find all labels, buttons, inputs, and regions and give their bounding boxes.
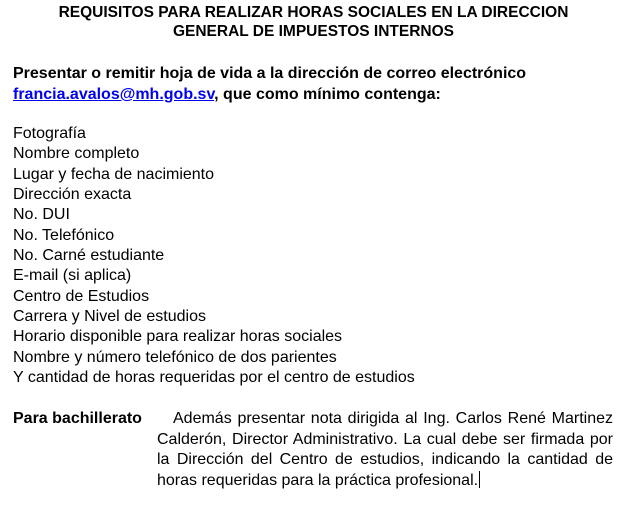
document-title-line-2: GENERAL DE IMPUESTOS INTERNOS (172, 23, 455, 40)
list-item: Nombre y número telefónico de dos parientes (13, 348, 337, 366)
list-item: No. Carné estudiante (13, 247, 165, 265)
intro-paragraph (13, 63, 618, 105)
bachillerato-text: Además presentar nota dirigida al Ing. Carlos René Martinez Calderón, Director Administrativo. La cual debe ser firmada por la Dirección del Centro de estudios, indicando la cantidad de horas requeridas para la práctica profesional. (157, 410, 613, 489)
list-item: Lugar y fecha de nacimiento (13, 165, 215, 183)
list-item: Dirección exacta (13, 186, 132, 204)
list-item: Fotografía (13, 125, 86, 142)
list-item: Carrera y Nivel de estudios (13, 308, 206, 326)
list-item: E-mail (si aplica) (13, 267, 132, 285)
email-link[interactable]: francia.avalos@mh.gob.sv (13, 86, 215, 103)
document-title-line-1: REQUISITOS PARA REALIZAR HORAS SOCIALES EN LA DIRECCION (58, 4, 569, 21)
intro-suffix: , que como mínimo contenga: (214, 86, 441, 103)
list-item: Nombre completo (13, 145, 140, 163)
intro-line-2 (13, 84, 618, 105)
text-cursor (479, 471, 480, 488)
bachillerato-label: Para bachillerato (13, 410, 142, 427)
requirements-list (13, 124, 415, 388)
list-item: No. Telefónico (13, 226, 115, 244)
list-item: Centro de Estudios (13, 287, 150, 305)
list-item: Horario disponible para realizar horas sociales (13, 328, 343, 346)
intro-text: Presentar o remitir hoja de vida a la dirección de correo electrónico (13, 65, 527, 82)
bachillerato-paragraph[interactable] (157, 409, 613, 491)
list-item: No. DUI (13, 206, 70, 224)
list-item: Y cantidad de horas requeridas por el centro de estudios (13, 369, 415, 387)
